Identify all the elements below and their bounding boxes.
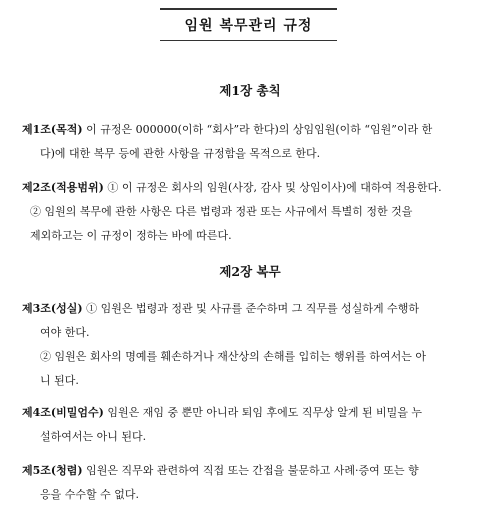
article-2-text: ① 이 규정은 회사의 임원(사장, 감사 및 상임이사)에 대하여 적용한다. bbox=[103, 181, 442, 194]
article-1-line-2: 다)에 대한 복무 등에 관한 사항을 규정함을 목적으로 한다. bbox=[40, 147, 321, 160]
article-4-heading: 제4조(비밀엄수) bbox=[22, 406, 104, 419]
article-3-line-4: 니 된다. bbox=[40, 374, 79, 387]
article-2-line-1 bbox=[22, 176, 484, 200]
article-4-line-2: 설하여서는 아니 된다. bbox=[40, 430, 147, 443]
article-3 bbox=[22, 297, 484, 393]
article-4-line-1 bbox=[22, 401, 484, 425]
article-3-text: ① 임원은 법령과 정관 및 사규를 준수하며 그 직무를 성실하게 수행하 bbox=[82, 302, 419, 315]
article-1-text: 이 규정은 000000(이하 “회사”라 한다)의 상임임원(이하 “임원”이라 한 bbox=[82, 123, 433, 136]
article-3-line-3: ② 임원은 회사의 명예를 훼손하거나 재산상의 손해를 입히는 행위를 하여서는 아 bbox=[40, 350, 426, 363]
article-5-text: 임원은 직무와 관련하여 직접 또는 간접을 불문하고 사례·증여 또는 향 bbox=[82, 464, 419, 477]
article-5-line-2: 응을 수수할 수 없다. bbox=[40, 488, 139, 501]
document-title: 임원 복무관리 규정 bbox=[184, 18, 313, 34]
article-3-heading: 제3조(성실) bbox=[22, 302, 83, 315]
article-3-line-2: 여야 한다. bbox=[40, 326, 90, 339]
article-2-line-3: 제외하고는 이 규정이 정하는 바에 따른다. bbox=[30, 229, 232, 242]
chapter-2-heading: 제2장 복무 bbox=[219, 264, 281, 279]
article-3-line-1 bbox=[22, 297, 484, 321]
document-title-box bbox=[160, 8, 337, 41]
article-2-line-2: ② 임원의 복무에 관한 사항은 다른 법령과 정관 또는 사규에서 특별히 정한 것을 bbox=[30, 205, 413, 218]
title-bottom-rule bbox=[160, 40, 337, 41]
article-5-heading: 제5조(청렴) bbox=[22, 464, 83, 477]
article-4-text: 임원은 재임 중 뿐만 아니라 퇴임 후에도 직무상 알게 된 비밀을 누 bbox=[103, 406, 423, 419]
chapter-1-heading: 제1장 총칙 bbox=[219, 83, 281, 98]
article-4 bbox=[22, 401, 484, 449]
article-1 bbox=[22, 118, 484, 166]
article-1-line-1 bbox=[22, 118, 484, 142]
article-2 bbox=[22, 176, 484, 248]
article-1-heading: 제1조(목적) bbox=[22, 123, 83, 136]
article-2-heading: 제2조(적용범위) bbox=[22, 181, 104, 194]
article-5-line-1 bbox=[22, 459, 484, 483]
